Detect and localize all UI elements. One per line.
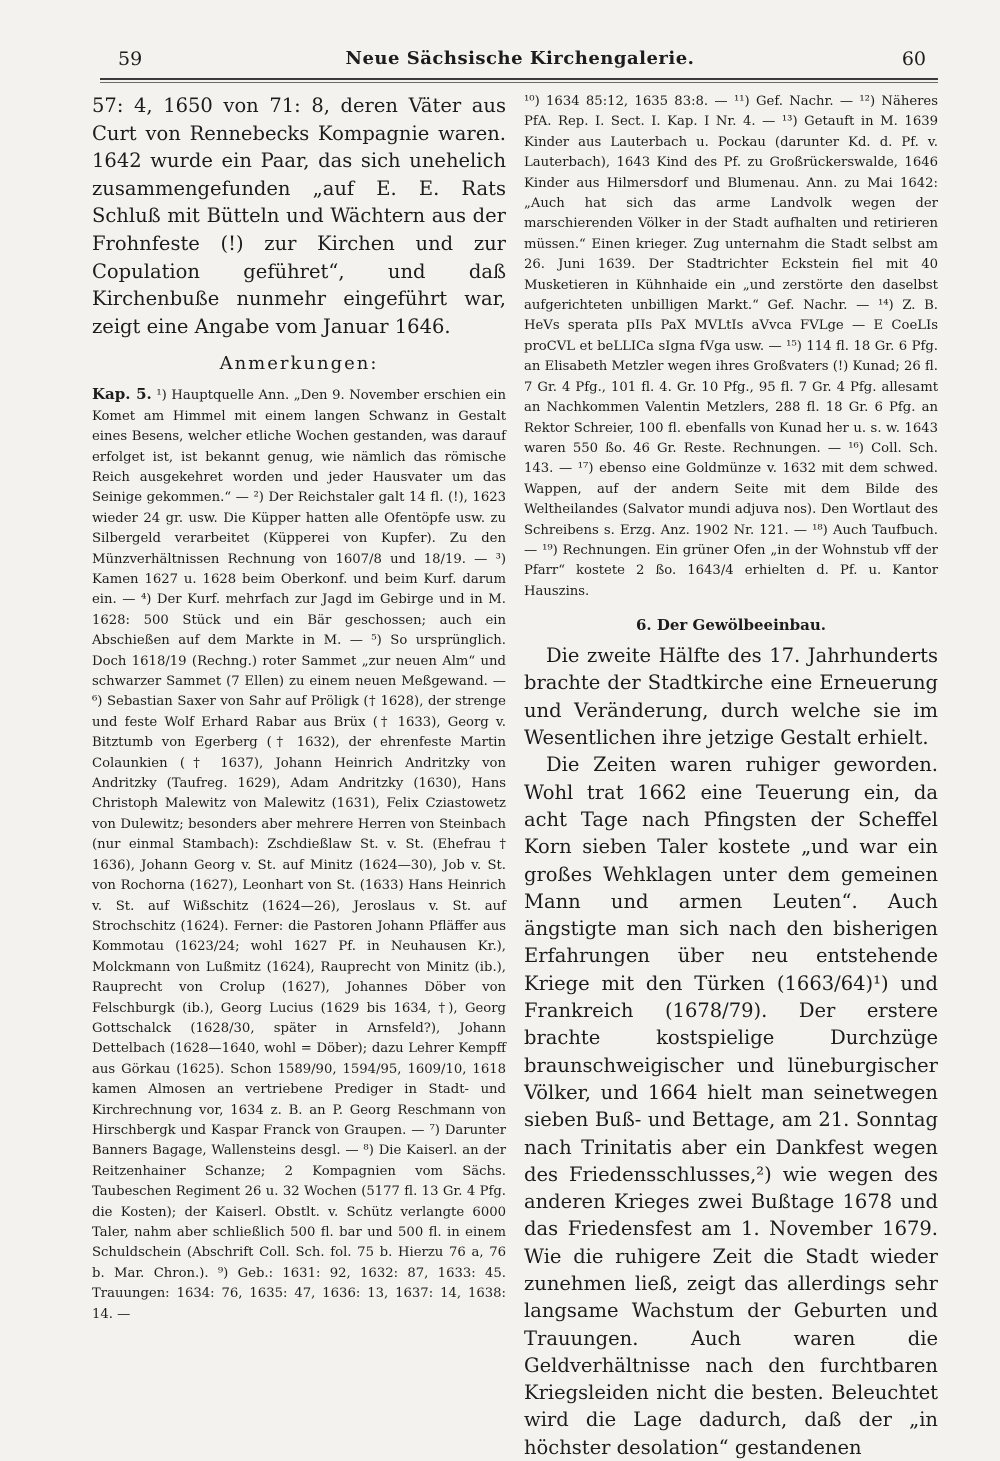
chapter-label: Kap. 5. <box>92 385 152 404</box>
header-rule <box>100 78 938 80</box>
running-title: Neue Sächsische Kirchengalerie. <box>345 48 695 69</box>
right-column <box>524 92 938 1461</box>
footnotes-text: ¹) Hauptquelle Ann. „Den 9. November erschien ein Komet am Himmel mit einem langen Schwanz in Gestalt eines Besens, welcher etliche Wochen gestanden, was darauf erfolget ist, ist bekannt genug, wie nämlich das römische Reich ausgekehret worden und jeder Hausvater um das Seinige gekommen.“ — ²) Der Reichstaler galt 14 fl. (!), 1623 wieder 24 gr. usw. Die Küpper hatten alle Ofentöpfe usw. zu Silbergeld verarbeitet (Küpperei von Kupfer). Zu den Münzverhältnissen Rechnung von 1607/8 und 18/19. — ³) Kamen 1627 u. 1628 beim Oberkonf. und beim Kurf. darum ein. — ⁴) Der Kurf. mehrfach zur Jagd im Gebirge und in M. 1628: 500 Stück und ein Bär geschossen; auch ein Abschießen auf dem Markte in M. — ⁵) So ursprünglich. Doch 1618/19 (Rechng.) roter Sammet „zur neuen Alm“ und schwarzer Sammet (7 Ellen) zu einem neuen Meßgewand. — ⁶) Sebastian Saxer von Sahr auf Pröligk († 1628), der strenge und feste Wolf Erhard Rabar aus Brüx († 1633), Georg v. Bitztumb von Egerberg († 1632), der ehrenfeste Martin Colaunkien († 1637), Johann Heinrich Andritzky von Andritzky (Taufreg. 1629), Adam Andritzky (1630), Hans Christoph Malewitz von Malewitz (1631), Felix Cziastowetz von Dulewitz; besonders aber mehrere Herren von Steinbach (nur einmal Stambach): Zschdießlaw St. v. St. (Ehefrau † 1636), Johann Georg v. St. auf Minitz (1624—30), Job v. St. von Rochorna (1627), Leonhart von St. (1633) Hans Heinrich v. St. auf Wißschitz (1624—26), Jeroslaus v. St. auf Strochschitz (1624). Ferner: die Pastoren Johann Pfläffer aus Kommotau (1623/24; wohl 1627 Pf. in Neuhausen Kr.), Molckmann von Lußmitz (1624), Rauprecht von Minitz (ib.), Rauprecht von Crolup (1627), Johannes Döber von Felschburgk (ib.), Georg Lucius (1629 bis 1634, †), Georg Gottschalck (1628/30, später in Arnsfeld?), Johann Dettelbach (1628—1640, wohl = Döber); dazu Lehrer Kempff aus Görkau (1625). Schon 1589/90, 1594/95, 1609/10, 1618 kamen Almosen an vertriebene Prediger in Stadt- und Kirchrechnung vor, 1634 z. B. an P. Georg Reschmann von Hirschbergk und Kaspar Franck von Graupen. — ⁷) Darunter Banners Bagage, Wallensteins desgl. — ⁸) Die Kaiserl. an der Reitzenhainer Schanze; 2 Kompagnien vom Sächs. Taubeschen Regiment 26 u. 32 Wochen (5177 fl. 13 Gr. 4 Pfg. die Kosten); der Kaiserl. Obstlt. v. Schütz verlangte 6000 Taler, nahm aber schließlich 500 fl. bar und 500 fl. in einem Schuldschein (Abschrift Coll. Sch. fol. 75 b. Hierzu 76 a, 76 b. Mar. Chron.). ⁹) Geb.: 1631: 92, 1632: 87, 1633: 45. Trauungen: 1634: 76, 1635: 47, 1636: 13, 1637: 14, 1638: 14. — <box>92 388 506 1322</box>
page-number-left: 59 <box>118 48 143 70</box>
page-number-right: 60 <box>901 48 926 70</box>
body-paragraph: 57: 4, 1650 von 71: 8, deren Väter aus Curt von Rennebecks Kompagnie waren. 1642 wurde ein Paar, das sich unehelich zusammengefunden „auf E. E. Rats Schluß mit Bütteln und Wächtern aus der Frohnfeste (!) zur Kirchen und zur Copulation geführet“, und daß Kirchenbuße nunmehr eingeführt war, zeigt eine Angabe vom Januar 1646. <box>92 94 506 338</box>
left-column <box>92 92 506 1325</box>
footnotes-block <box>92 384 506 1325</box>
footnotes-continued: ¹⁰) 1634 85:12, 1635 83:8. — ¹¹) Gef. Nachr. — ¹²) Näheres PfA. Rep. I. Sect. I. Kap. I Nr. 4. — ¹³) Getauft in M. 1639 Kinder aus Lauterbach u. Pockau (darunter Kd. d. Pf. v. Lauterbach), 1643 Kind des Pf. zu Großrückerswalde, 1646 Kinder aus Hilmersdorf und Blumenau. Ann. zu Mai 1642: „Auch hat sich das arme Landvolk wegen der marschierenden Völker in der Stadt aufhalten und retirieren müssen.“ Einen krieger. Zug unternahm die Stadt selbst am 26. Juni 1639. Der Stadtrichter Eckstein fiel mit 40 Musketieren in Kühnhaide ein „und zerstörte den daselbst aufgerichteten unbilligen Markt.“ Gef. Nachr. — ¹⁴) Z. B. HeVs sperata pIIs PaX MVLtIs aVvca FVLge — E CoeLIs proCVL et beLLICa sIgna fVga usw. — ¹⁵) 114 fl. 18 Gr. 6 Pfg. an Elisabeth Metzler wegen ihres Großvaters (!) Kunad; 26 fl. 7 Gr. 4 Pfg., 101 fl. 4. Gr. 10 Pfg., 95 fl. 7 Gr. 4 Pfg. allesamt an Nachkommen Valentin Metzlers, 288 fl. 18 Gr. 6 Pfg. an Rektor Schreier, 100 fl. ebenfalls von Kunad her u. s. w. 1643 waren 550 ßo. 46 Gr. Reste. Rechnungen. — ¹⁶) Coll. Sch. 143. — ¹⁷) ebenso eine Goldmünze v. 1632 mit dem schwed. Wappen, auf der andern Seite mit dem Bilde des Weltheilandes (Salvator mundi adjuva nos). Den Wortlaut des Schreibens s. Erzg. Anz. 1902 Nr. 121. — ¹⁸) Auch Taufbuch. — ¹⁹) Rechnungen. Ein grüner Ofen „in der Wohnstub vff der Pfarr“ kostete 2 ßo. 1643/4 erhielten d. Pf. u. Kantor Hauszins. <box>524 94 938 599</box>
body-paragraph: Die Zeiten waren ruhiger geworden. Wohl trat 1662 eine Teuerung ein, da acht Tage nach Pfingsten der Scheffel Korn sieben Taler kostete „und war ein großes Wehklagen unter dem gemeinen Mann und armen Leuten“. Auch ängstigte man sich nach den bisherigen Erfahrungen über neu entstehende Kriege mit den Türken (1663/64)¹) und Frankreich (1678/79). Der erstere brachte kostspielige Durchzüge braunschweigischer und lüneburgischer Völker, und 1664 hielt man seinetwegen sieben Buß- und Bettage, am 21. Sonntag nach Trinitatis aber ein Dankfest wegen des Friedensschlusses,²) wie wegen des anderen Krieges zwei Bußtage 1678 und das Friedensfest am 1. November 1679. Wie die ruhigere Zeit die Stadt wieder zunehmen ließ, zeigt das allerdings sehr langsame Wachstum der Geburten und Trauungen. Auch waren die Geldverhältnisse nach den furchtbaren Kriegsleiden nicht die besten. Beleuchtet wird die Lage dadurch, daß der „in höchster desolation“ gestandenen <box>524 753 938 1459</box>
body-paragraph: Die zweite Hälfte des 17. Jahrhunderts brachte der Stadtkirche eine Erneuerung und Veränderung, durch welche sie im Wesentlichen ihre jetzige Gestalt erhielt. <box>524 644 938 750</box>
notes-heading: Anmerkungen: <box>219 353 379 375</box>
section-heading: 6. Der Gewölbeeinbau. <box>635 616 827 635</box>
header-rule-thin <box>100 82 938 83</box>
running-header <box>100 48 940 76</box>
